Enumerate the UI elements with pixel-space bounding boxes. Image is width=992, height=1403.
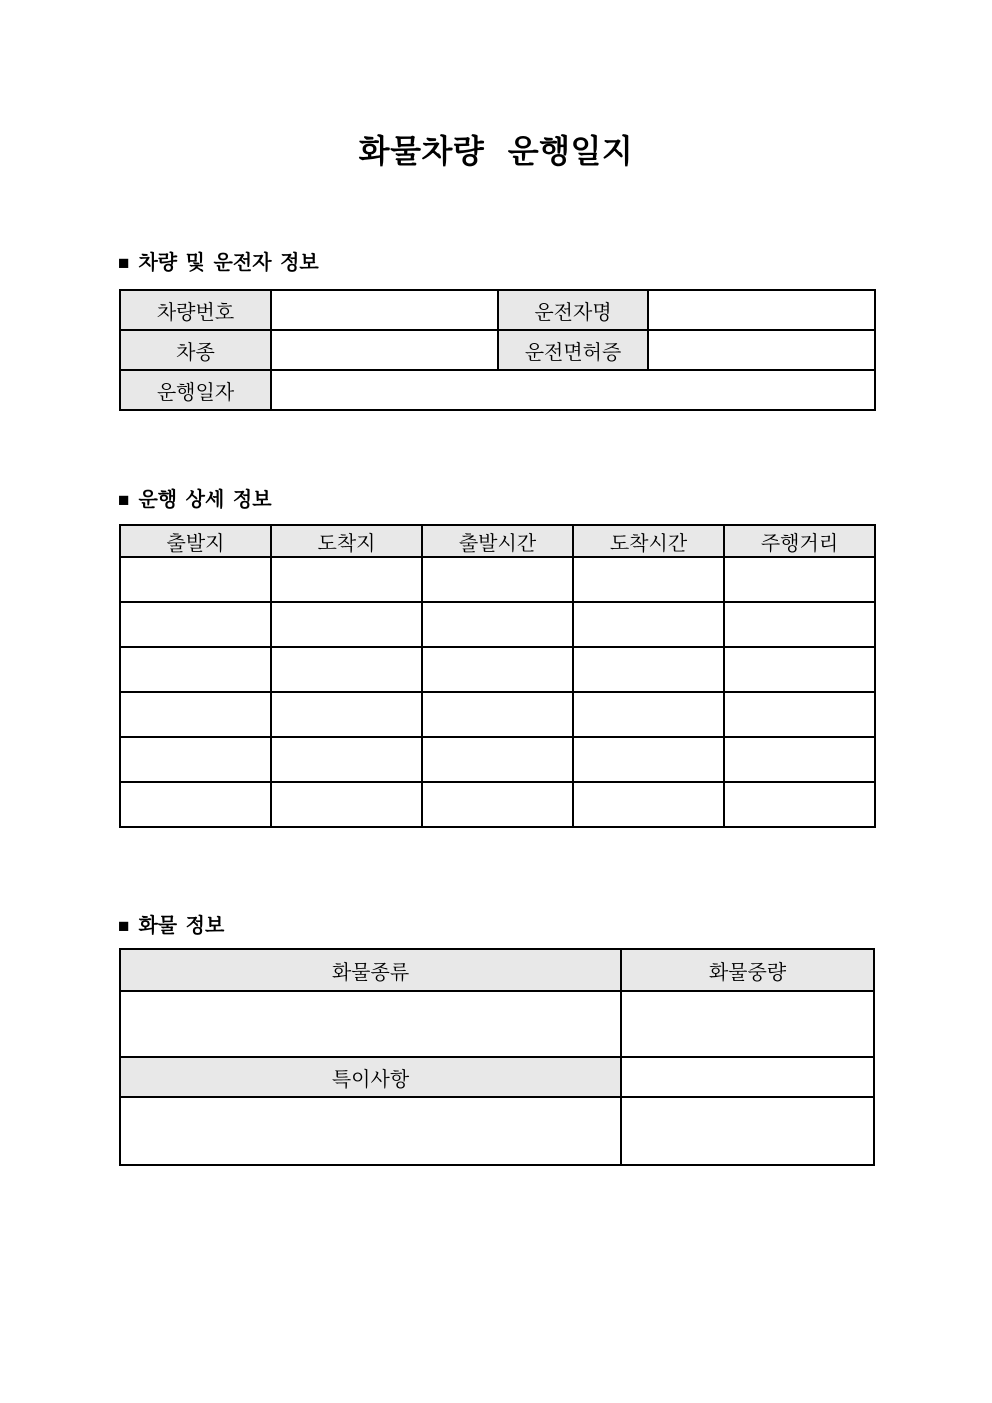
trip-cell bbox=[422, 602, 573, 647]
trip-cell bbox=[573, 602, 724, 647]
trip-cell bbox=[271, 557, 422, 602]
trip-cell bbox=[724, 737, 875, 782]
trip-cell bbox=[724, 647, 875, 692]
notes-side-value-cell bbox=[621, 1097, 874, 1165]
section-bullet-icon: ■ bbox=[118, 916, 130, 937]
col-header-distance: 주행거리 bbox=[724, 525, 875, 557]
trip-cell bbox=[573, 647, 724, 692]
trip-cell bbox=[573, 782, 724, 827]
operation-date-value-cell bbox=[271, 370, 875, 410]
trip-cell bbox=[422, 647, 573, 692]
trip-cell bbox=[573, 557, 724, 602]
table-row bbox=[120, 1057, 874, 1097]
trip-cell bbox=[724, 557, 875, 602]
trip-cell bbox=[271, 782, 422, 827]
table-row bbox=[120, 557, 875, 602]
notes-label-cell: 특이사항 bbox=[120, 1057, 621, 1097]
license-value-cell bbox=[648, 330, 875, 370]
trip-cell bbox=[724, 602, 875, 647]
cargo-table bbox=[119, 948, 875, 1166]
table-header-row bbox=[120, 949, 874, 991]
cargo-weight-value-cell bbox=[621, 991, 874, 1057]
document-title: 화물차량 운행일지 bbox=[358, 133, 634, 169]
table-row bbox=[120, 330, 875, 370]
driver-name-value-cell bbox=[648, 290, 875, 330]
cargo-type-value-cell bbox=[120, 991, 621, 1057]
trip-cell bbox=[120, 737, 271, 782]
trip-cell bbox=[422, 782, 573, 827]
section-heading-label: 운행 상세 정보 bbox=[138, 489, 272, 511]
trip-cell bbox=[724, 782, 875, 827]
trip-cell bbox=[724, 692, 875, 737]
trip-cell bbox=[120, 602, 271, 647]
trip-cell bbox=[120, 647, 271, 692]
table-row bbox=[120, 602, 875, 647]
col-header-departure: 출발지 bbox=[120, 525, 271, 557]
vehicle-type-label: 차종 bbox=[120, 330, 271, 370]
vehicle-number-value-cell bbox=[271, 290, 498, 330]
cargo-type-header: 화물종류 bbox=[120, 949, 621, 991]
trip-details-table bbox=[119, 524, 876, 828]
col-header-arrival: 도착지 bbox=[271, 525, 422, 557]
vehicle-driver-table bbox=[119, 289, 876, 411]
trip-cell bbox=[120, 692, 271, 737]
table-row bbox=[120, 647, 875, 692]
table-header-row bbox=[120, 525, 875, 557]
table-row bbox=[120, 737, 875, 782]
table-row bbox=[120, 370, 875, 410]
driver-name-label: 운전자명 bbox=[498, 290, 648, 330]
vehicle-number-label: 차량번호 bbox=[120, 290, 271, 330]
section-bullet-icon: ■ bbox=[118, 490, 130, 511]
notes-side-cell bbox=[621, 1057, 874, 1097]
trip-cell bbox=[120, 782, 271, 827]
trip-cell bbox=[573, 692, 724, 737]
notes-value-cell bbox=[120, 1097, 621, 1165]
license-label: 운전면허증 bbox=[498, 330, 648, 370]
section-heading-label: 차량 및 운전자 정보 bbox=[138, 252, 319, 274]
trip-cell bbox=[271, 692, 422, 737]
section-heading-trip-details bbox=[118, 487, 272, 514]
table-row bbox=[120, 782, 875, 827]
trip-cell bbox=[573, 737, 724, 782]
col-header-arrival-time: 도착시간 bbox=[573, 525, 724, 557]
trip-cell bbox=[271, 602, 422, 647]
cargo-weight-header: 화물중량 bbox=[621, 949, 874, 991]
operation-date-label: 운행일자 bbox=[120, 370, 271, 410]
trip-cell bbox=[271, 647, 422, 692]
table-row bbox=[120, 290, 875, 330]
section-bullet-icon: ■ bbox=[118, 253, 130, 274]
trip-cell bbox=[271, 737, 422, 782]
trip-cell bbox=[422, 737, 573, 782]
trip-cell bbox=[120, 557, 271, 602]
col-header-departure-time: 출발시간 bbox=[422, 525, 573, 557]
section-heading-vehicle-driver bbox=[118, 250, 319, 277]
section-heading-cargo bbox=[118, 913, 224, 940]
table-row bbox=[120, 1097, 874, 1165]
table-row bbox=[120, 692, 875, 737]
section-heading-label: 화물 정보 bbox=[138, 915, 225, 937]
table-row bbox=[120, 991, 874, 1057]
trip-cell bbox=[422, 557, 573, 602]
trip-cell bbox=[422, 692, 573, 737]
vehicle-type-value-cell bbox=[271, 330, 498, 370]
